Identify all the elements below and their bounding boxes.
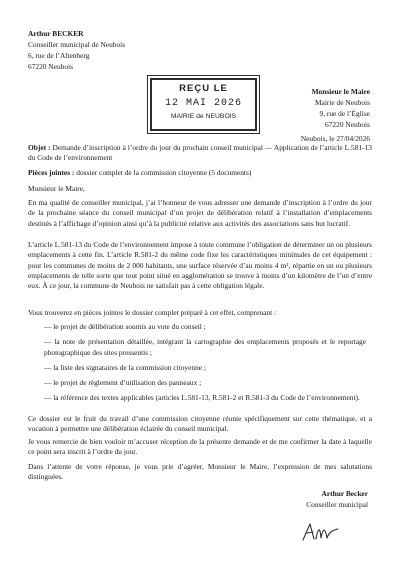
paragraph-closing: Dans l’attente de votre réponse, je vous prie d’agréer, Monsieur le Maire, l’expression de mes salutations distinguées. xyxy=(28,462,372,482)
subject-text: Demande d’inscription à l’ordre du jour du prochain conseil municipal — Application de l’article L.581-13 du Code de l’environnement xyxy=(28,143,372,163)
attachments-label: Pièces jointes : xyxy=(28,168,75,177)
recipient-block xyxy=(312,86,370,130)
stamp-office: MAIRIE de NEUBOIS xyxy=(170,113,237,120)
sender-street: 6, rue de l’Altenberg xyxy=(28,51,90,60)
received-stamp xyxy=(150,78,257,131)
paragraph-legal: L’article L.581-13 du Code de l’environnement impose à toute commune l’obligation de déterminer un ou plusieurs emplacements à cette fin. L’article R.581-2 du même code fixe les caractéristiques minimales de cet équipement : pour les communes de moins de 2 000 habitants, une surface réservée d’au moins 4 m², répartie en un ou plusieurs emplacements de telle sorte que tout point situé en agglomération se trouve à moins d’un kilomètre de l’un d’entre eux. À ce jour, la commune de Neubois ne satisfait pas à cette obligation légale. xyxy=(28,240,372,291)
recipient-line2: 9, rue de l’Église xyxy=(319,109,370,118)
list-item: — le projet de règlement d’utilisation des panneaux ; xyxy=(44,378,202,388)
recipient-line3: 67220 Neubois xyxy=(325,120,370,129)
subject-label: Objet : xyxy=(28,143,51,152)
sender-city: 67220 Neubois xyxy=(28,62,73,71)
sender-block xyxy=(28,28,125,72)
recipient-line1: Mairie de Neubois xyxy=(314,98,370,107)
list-item: — la liste des signataires de la commission citoyenne ; xyxy=(44,362,206,372)
attachments-list xyxy=(44,322,366,409)
paragraph-commission: Ce dossier est le fruit du travail d’une commission citoyenne réunie spécifiquement sur cette thématique, et a vocation à permettre une délibération éclairée du conseil municipal. xyxy=(28,414,372,434)
sender-role: Conseiller municipal de Neubois xyxy=(28,40,126,49)
list-item: — la note de présentation détaillée, intégrant la cartographie des emplacements proposés et le reportage photographique des sites pressentis ; xyxy=(44,337,366,357)
stamp-date: 12 MAI 2026 xyxy=(164,98,242,109)
recipient-name: Monsieur le Maire xyxy=(311,87,370,96)
paragraph-intro: En ma qualité de conseiller municipal, j’ai l’honneur de vous adresser une demande d’inscription à l’ordre du jour de la prochaine séance du conseil municipal d’un projet de délibération relatif à l’installation d’emplacements destinés à l’affichage d’opinion ainsi qu’à la publicité relative aux activités des associations sans but lucratif. xyxy=(28,198,372,228)
letter-date: Neubois, le 27/04/2026 xyxy=(300,134,370,143)
subject-line xyxy=(28,143,372,164)
attachments-text: dossier complet de la commission citoyenne (5 documents) xyxy=(76,168,252,177)
attachments-line xyxy=(28,168,372,178)
list-item: — la référence des textes applicables (articles L.581-13, R.581-2 et R.581-3 du Code de l’environnement). xyxy=(44,393,360,403)
list-item: — le projet de délibération soumis au vote du conseil ; xyxy=(44,322,206,331)
signature-block xyxy=(306,488,368,510)
paragraph-request: Je vous remercie de bien vouloir m’accuser réception de la présente demande et de me confirmer la date à laquelle ce point sera inscrit à l’ordre du jour. xyxy=(28,437,372,457)
salutation: Monsieur le Maire, xyxy=(28,184,85,193)
sender-name: Arthur BECKER xyxy=(28,29,84,38)
handwritten-signature xyxy=(300,520,340,544)
paragraph-attachments-intro: Vous trouverez en pièces jointes le dossier complet préparé à cet effet, comprenant : xyxy=(28,308,277,317)
signature-role: Conseiller municipal xyxy=(306,500,368,509)
stamp-label: REÇU LE xyxy=(179,83,228,94)
signature-name: Arthur Becker xyxy=(321,489,368,498)
